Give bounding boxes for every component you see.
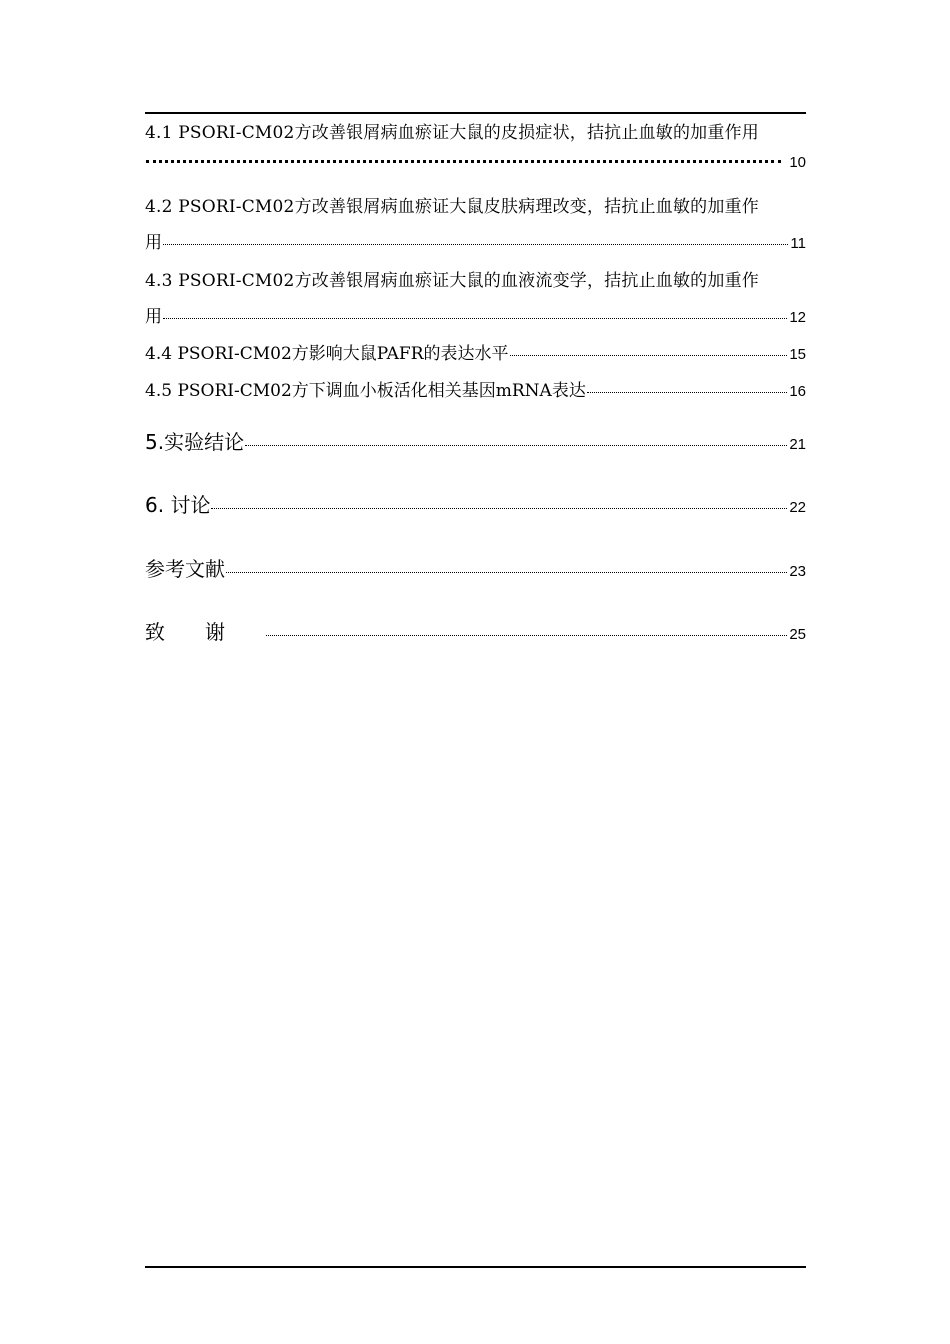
dot-leader xyxy=(587,392,787,393)
toc-entry-4-2-page: 11 xyxy=(790,235,806,252)
toc-entry-4-4[interactable] xyxy=(145,339,806,364)
toc-entry-references-page: 23 xyxy=(789,563,806,580)
toc-entry-6[interactable] xyxy=(145,489,806,518)
dot-leader xyxy=(226,572,787,573)
header-rule xyxy=(145,112,806,114)
toc-entry-5-page: 21 xyxy=(789,436,806,453)
toc-entry-4-1-text: 4.1 PSORI-CM02方改善银屑病血瘀证大鼠的皮损症状，拮抗止血敏的加重作用 xyxy=(145,123,759,143)
toc-entry-acknowledgements[interactable] xyxy=(145,616,806,645)
toc-entry-4-4-text: 4.4 PSORI-CM02方影响大鼠PAFR的表达水平 xyxy=(145,344,509,364)
dot-leader xyxy=(510,355,788,356)
toc-entry-4-2-leader[interactable] xyxy=(145,228,806,253)
toc-entry-4-3-leader[interactable] xyxy=(145,302,806,327)
toc-entry-acknowledgements-page: 25 xyxy=(789,626,806,643)
toc-entry-4-2-text-line1: 4.2 PSORI-CM02方改善银屑病血瘀证大鼠皮肤病理改变，拮抗止血敏的加重作 xyxy=(145,197,759,217)
dot-leader xyxy=(163,244,788,245)
toc-entry-4-5-text: 4.5 PSORI-CM02方下调血小板活化相关基因mRNA表达 xyxy=(145,381,586,401)
dot-leader xyxy=(266,635,787,636)
dot-leader xyxy=(163,318,787,319)
toc-entry-5[interactable] xyxy=(145,426,806,455)
toc-entry-6-page: 22 xyxy=(789,499,806,516)
toc-entry-4-1-leader[interactable] xyxy=(145,154,806,171)
toc-entry-references-text: 参考文献 xyxy=(145,557,225,581)
toc-entry-4-3-page: 12 xyxy=(789,309,806,326)
dot-leader xyxy=(211,508,787,509)
dot-leader xyxy=(245,445,787,446)
toc-entry-4-5-page: 16 xyxy=(789,383,806,400)
toc-entry-4-3-text-line2: 用 xyxy=(145,307,162,327)
toc-entry-4-5[interactable] xyxy=(145,376,806,401)
dot-leader xyxy=(146,160,781,163)
toc-entry-5-text: 5.实验结论 xyxy=(145,430,245,454)
toc-entry-4-2-title[interactable] xyxy=(145,192,806,217)
toc-entry-6-text: 6. 讨论 xyxy=(145,493,211,517)
toc-entry-acknowledgements-text: 致谢 xyxy=(145,620,265,644)
toc-entry-4-3-title[interactable] xyxy=(145,266,806,291)
toc-entry-4-3-text-line1: 4.3 PSORI-CM02方改善银屑病血瘀证大鼠的血液流变学，拮抗止血敏的加重作 xyxy=(145,271,759,291)
toc-entry-4-1-page: 10 xyxy=(789,154,806,171)
toc-entry-4-2-text-line2: 用 xyxy=(145,233,162,253)
toc-entry-4-4-page: 15 xyxy=(789,346,806,363)
footer-rule xyxy=(145,1266,806,1268)
toc-entry-4-1-title[interactable] xyxy=(145,118,806,143)
toc-entry-references[interactable] xyxy=(145,553,806,582)
